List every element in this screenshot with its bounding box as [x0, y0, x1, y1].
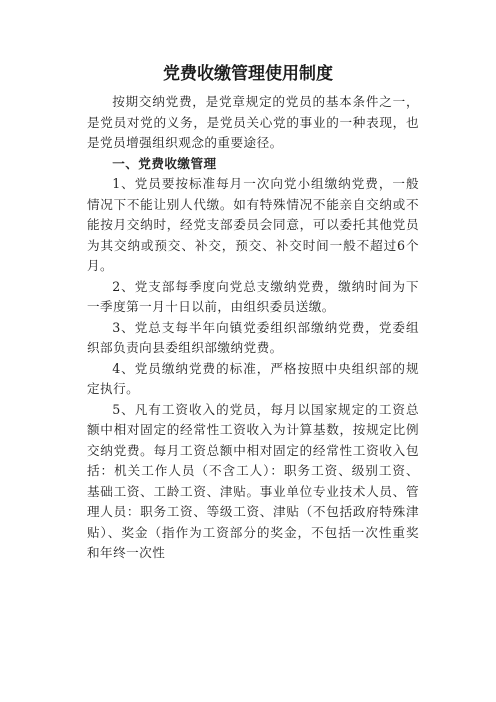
- paragraph-item-5: 5、凡有工资收入的党员，每月以国家规定的工资总额中相对固定的经常性工资收入为计算基数，按规定比例交纳党费。每月工资总额中相对固定的经常性工资收入包括：机关工作人员（不含工人）：职务工资、级别工资、基础工资、工龄工资、津贴。事业单位专业技术人员、管理人员：职务工资、等级工资、津贴（不包括政府特殊津贴）、奖金（指作为工资部分的奖金，不包括一次性重奖和年终一次性: [87, 401, 419, 560]
- paragraph-item-2: 2、党支部每季度向党总支缴纳党费，缴纳时间为下一季度第一月十日以前，由组织委员送缴。: [87, 278, 419, 314]
- paragraph-item-1: 1、党员要按标准每月一次向党小组缴纳党费，一般情况下不能让别人代缴。如有特殊情况不能亲自交纳或不能按月交纳时，经党支部委员会同意，可以委托其他党员为其交纳或预交、补交，预交、补交时间一般不超过6个月。: [87, 176, 419, 273]
- intro-paragraph: 按期交纳党费，是党章规定的党员的基本条件之一，是党员对党的义务，是党员关心党的事业的一种表现，也是党员增强组织观念的重要途径。: [87, 94, 419, 150]
- paragraph-item-4: 4、党员缴纳党费的标准，严格按照中央组织部的规定执行。: [87, 360, 419, 396]
- section-heading-fee-collection: 一、党费收缴管理: [112, 155, 217, 171]
- document-body: [87, 92, 419, 564]
- paragraph-item-3: 3、党总支每半年向镇党委组织部缴纳党费，党委组织部负责向县委组织部缴纳党费。: [87, 319, 419, 355]
- document-title: 党费收缴管理使用制度: [163, 64, 333, 84]
